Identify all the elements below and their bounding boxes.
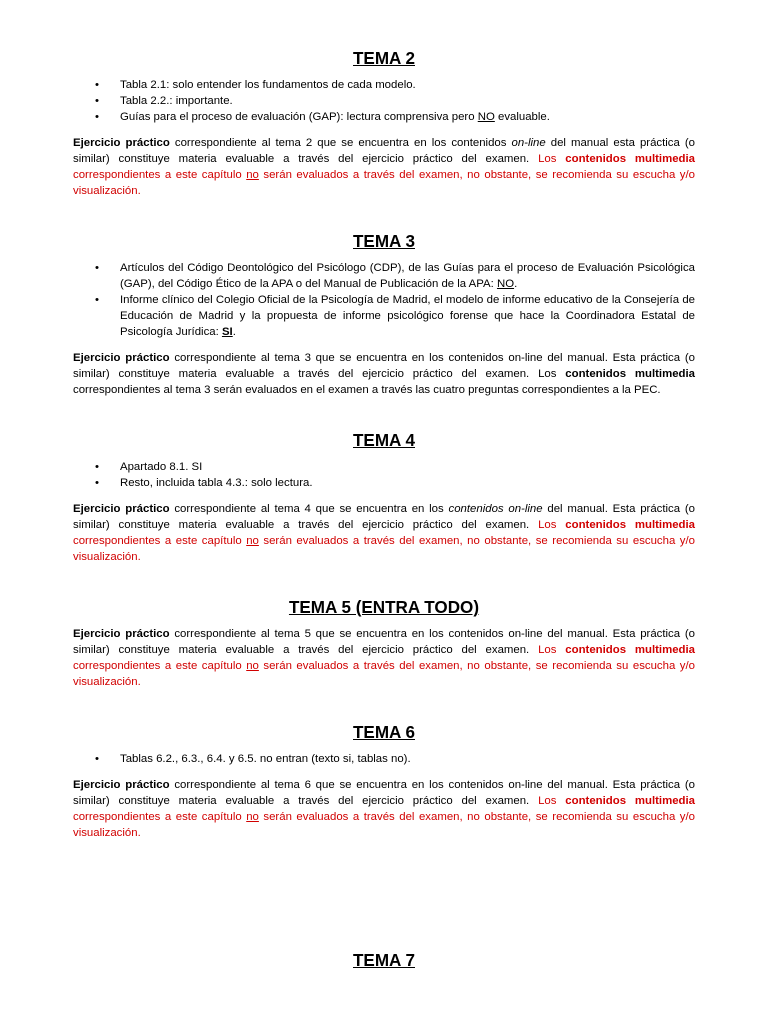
list-item [73,459,695,475]
red-text: Los [538,644,566,656]
list-item-text: Apartado 8.1. SI [120,461,203,473]
red-text: serán evaluados a través del examen, no obstante, se recomienda su escucha y/o visualización. [73,169,695,197]
red-text: Los [538,519,566,531]
italic-text: contenidos on-line [448,503,543,515]
bold-text: contenidos multimedia [565,368,696,380]
red-bold-text: contenidos multimedia [565,519,696,531]
list-item-text: Artículos del Código Deontológico del Psicólogo (CDP), de las Guías para el proceso de Evaluación Psicológica (GAP), del Código Ético de la APA o del Manual de Publicación de la APA: [120,262,695,290]
bullet-list-tema-6 [73,751,695,767]
bold-text: Ejercicio práctico [73,137,170,149]
section-tema-5 [73,600,695,690]
bullet-list-tema-2 [73,77,695,125]
section-tema-3 [73,234,695,398]
bold-text: Ejercicio práctico [73,503,170,515]
paragraph-tema-2 [73,135,695,199]
list-item-text: Guías para el proceso de evaluación (GAP): lectura comprensiva pero [120,111,478,123]
paragraph-tema-6 [73,777,695,841]
paragraph-text: correspondiente al tema 5 que se encuentra en los contenidos on-line del manual. Esta práctica (o similar) constituye materia evaluable a través del ejercicio práctico del examen. [73,628,695,656]
paragraph-text: del manual esta práctica (o similar) constituye materia evaluable a través del ejercicio práctico del examen. [73,137,695,165]
section-tema-4 [73,433,695,565]
red-bold-text: contenidos multimedia [565,644,696,656]
red-text: Los [538,795,566,807]
red-text: correspondientes a este capítulo [73,811,247,823]
heading-tema-7: TEMA 7 [353,951,415,970]
list-item-text: . [232,326,236,338]
underlined-bold-text: SI [221,326,233,338]
list-item-text: Tablas 6.2., 6.3., 6.4. y 6.5. no entran (texto si, tablas no). [120,753,411,765]
paragraph-text: correspondiente al tema 6 que se encuentra en los contenidos on-line del manual. Esta práctica (o similar) constituye materia evaluable a través del ejercicio práctico del examen. [73,779,695,807]
paragraph-text: correspondiente al tema 3 que se encuentra en los contenidos on-line del manual. Esta práctica (o similar) constituye materia evaluable a través del ejercicio práctico del examen. Los [73,352,695,380]
paragraph-text: del manual. Esta práctica (o similar) constituye materia evaluable a través del ejercicio práctico del examen. [73,503,695,531]
underlined-text: NO [496,278,515,290]
red-bold-text: contenidos multimedia [565,795,696,807]
bullet-list-tema-4 [73,459,695,491]
paragraph-tema-4 [73,501,695,565]
list-item [73,292,695,340]
heading-tema-2: TEMA 2 [353,49,415,68]
paragraph-text: correspondientes al tema 3 serán evaluados en el examen a través las cuatro preguntas correspondientes a la PEC. [73,384,661,396]
red-underlined-text: no [246,811,259,823]
list-item-text: Tabla 2.1: solo entender los fundamentos de cada modelo. [120,79,416,91]
paragraph-tema-5 [73,626,695,690]
paragraph-text: correspondiente al tema 4 que se encuentra en los [169,503,449,515]
section-tema-2 [73,51,695,199]
list-item [73,260,695,292]
bold-text: Ejercicio práctico [73,628,170,640]
heading-tema-3: TEMA 3 [353,232,415,251]
section-tema-6 [73,725,695,841]
list-item [73,475,695,491]
heading-tema-5: TEMA 5 (ENTRA TODO) [288,598,480,617]
red-bold-text: contenidos multimedia [565,153,696,165]
paragraph-text: correspondiente al tema 2 que se encuentra en los contenidos [169,137,512,149]
bold-text: Ejercicio práctico [73,352,170,364]
bold-text: Ejercicio práctico [73,779,170,791]
italic-text: on-line [511,137,546,149]
list-item-text: Resto, incluida tabla 4.3.: solo lectura. [120,477,313,489]
underlined-text: NO [477,111,495,123]
list-item-text: Informe clínico del Colegio Oficial de la Psicología de Madrid, el modelo de informe educativo de la Consejería de Educación de Madrid y la propuesta de informe psicológico forense que hace la Coordinadora Estatal de Psicología Jurídica: [120,294,695,338]
paragraph-tema-3 [73,350,695,398]
red-underlined-text: no [246,660,259,672]
red-text: Los [538,153,566,165]
bullet-list-tema-3 [73,260,695,340]
section-tema-7 [73,953,695,969]
list-item [73,77,695,93]
list-item [73,93,695,109]
heading-tema-4: TEMA 4 [353,431,415,450]
red-underlined-text: no [246,169,259,181]
red-text: serán evaluados a través del examen, no obstante, se recomienda su escucha y/o visualización. [73,660,695,688]
red-text: correspondientes a este capítulo [73,535,247,547]
list-item-text: evaluable. [494,111,550,123]
list-item-text: Tabla 2.2.: importante. [120,95,233,107]
list-item-text: . [514,278,518,290]
red-text: correspondientes a este capítulo [73,660,247,672]
list-item [73,109,695,125]
red-text: serán evaluados a través del examen, no obstante, se recomienda su escucha y/o visualización. [73,535,695,563]
red-text: correspondientes a este capítulo [73,169,247,181]
red-text: serán evaluados a través del examen, no obstante, se recomienda su escucha y/o visualización. [73,811,695,839]
red-underlined-text: no [246,535,259,547]
heading-tema-6: TEMA 6 [353,723,415,742]
list-item [73,751,695,767]
